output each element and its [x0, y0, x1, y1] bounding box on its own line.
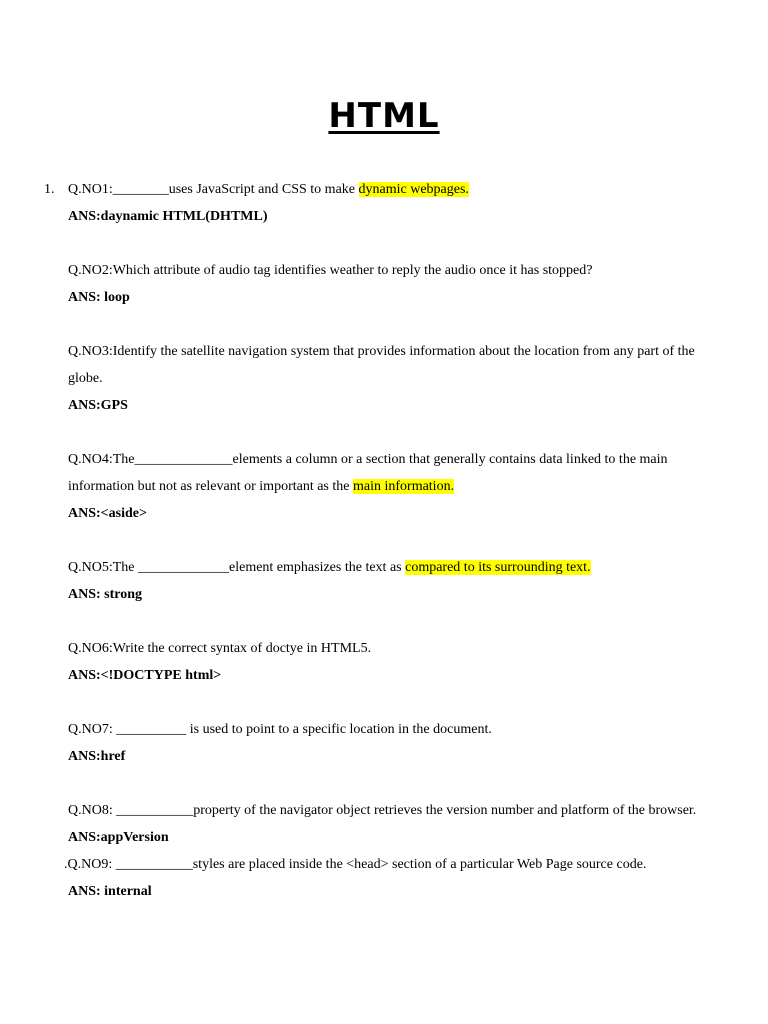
answer-text: ANS:GPS — [68, 398, 128, 413]
answer-text: ANS: strong — [68, 587, 143, 602]
fill-blank: _____________ — [138, 560, 229, 575]
question-number: Q.NO1: — [68, 182, 113, 197]
highlighted-text: main information. — [352, 479, 455, 494]
question-text — [68, 554, 728, 581]
answer-text: ANS:appVersion — [68, 830, 169, 845]
answer-text: ANS: internal — [68, 884, 152, 899]
question-text: Q.NO6:Write the correct syntax of doctye in HTML5. — [68, 641, 372, 656]
question-number: Q.NO7: — [68, 722, 117, 737]
question-number: Q.NO4:The — [68, 452, 135, 467]
question-number: Q.NO8: — [68, 803, 117, 818]
question-body: uses JavaScript and CSS to make — [168, 182, 359, 197]
question-text — [68, 446, 728, 500]
question-item-3 — [68, 338, 728, 419]
answer-text: ANS:daynamic HTML(DHTML) — [68, 209, 268, 224]
question-number: .Q.NO9: — [64, 857, 116, 872]
question-item-6 — [68, 635, 728, 689]
list-number: 1. — [44, 182, 55, 197]
answer-text: ANS: loop — [68, 290, 130, 305]
question-item-1 — [68, 176, 728, 230]
fill-blank: ________ — [112, 182, 169, 197]
question-number: Q.NO5:The — [68, 560, 138, 575]
question-list — [64, 181, 728, 905]
question-text — [68, 797, 728, 824]
fill-blank: ___________ — [116, 803, 194, 818]
question-item-8 — [68, 797, 728, 851]
highlighted-text: compared to its surrounding text. — [405, 560, 591, 575]
highlighted-text: dynamic webpages. — [358, 182, 469, 197]
question-text: Q.NO3:Identify the satellite navigation system that provides information about the location from any part of the globe. — [68, 344, 695, 386]
question-item-5 — [68, 554, 728, 608]
question-item-7 — [68, 716, 728, 770]
fill-blank: __________ — [116, 722, 187, 737]
question-body: styles are placed inside the <head> section of a particular Web Page source code. — [192, 857, 647, 872]
fill-blank: ___________ — [115, 857, 193, 872]
question-body: elements a column or a section that generally contains data linked to the main information but not as relevant or important as the — [68, 452, 668, 494]
answer-text: ANS:<aside> — [68, 506, 147, 521]
question-body: is used to point to a specific location in the document. — [186, 722, 492, 737]
question-item-4 — [68, 446, 728, 527]
question-item-2 — [68, 257, 728, 311]
question-text — [68, 716, 728, 743]
question-body: property of the navigator object retrieves the version number and platform of the browser. — [193, 803, 697, 818]
question-body: element emphasizes the text as — [229, 560, 406, 575]
page-title: HTML — [328, 96, 440, 136]
question-text — [64, 851, 728, 878]
fill-blank: ______________ — [134, 452, 233, 467]
answer-text: ANS:href — [68, 749, 126, 764]
question-item-9 — [64, 851, 728, 905]
question-text — [68, 176, 728, 203]
question-text: Q.NO2:Which attribute of audio tag identifies weather to reply the audio once it has stopped? — [68, 263, 593, 278]
answer-text: ANS:<!DOCTYPE html> — [68, 668, 222, 683]
